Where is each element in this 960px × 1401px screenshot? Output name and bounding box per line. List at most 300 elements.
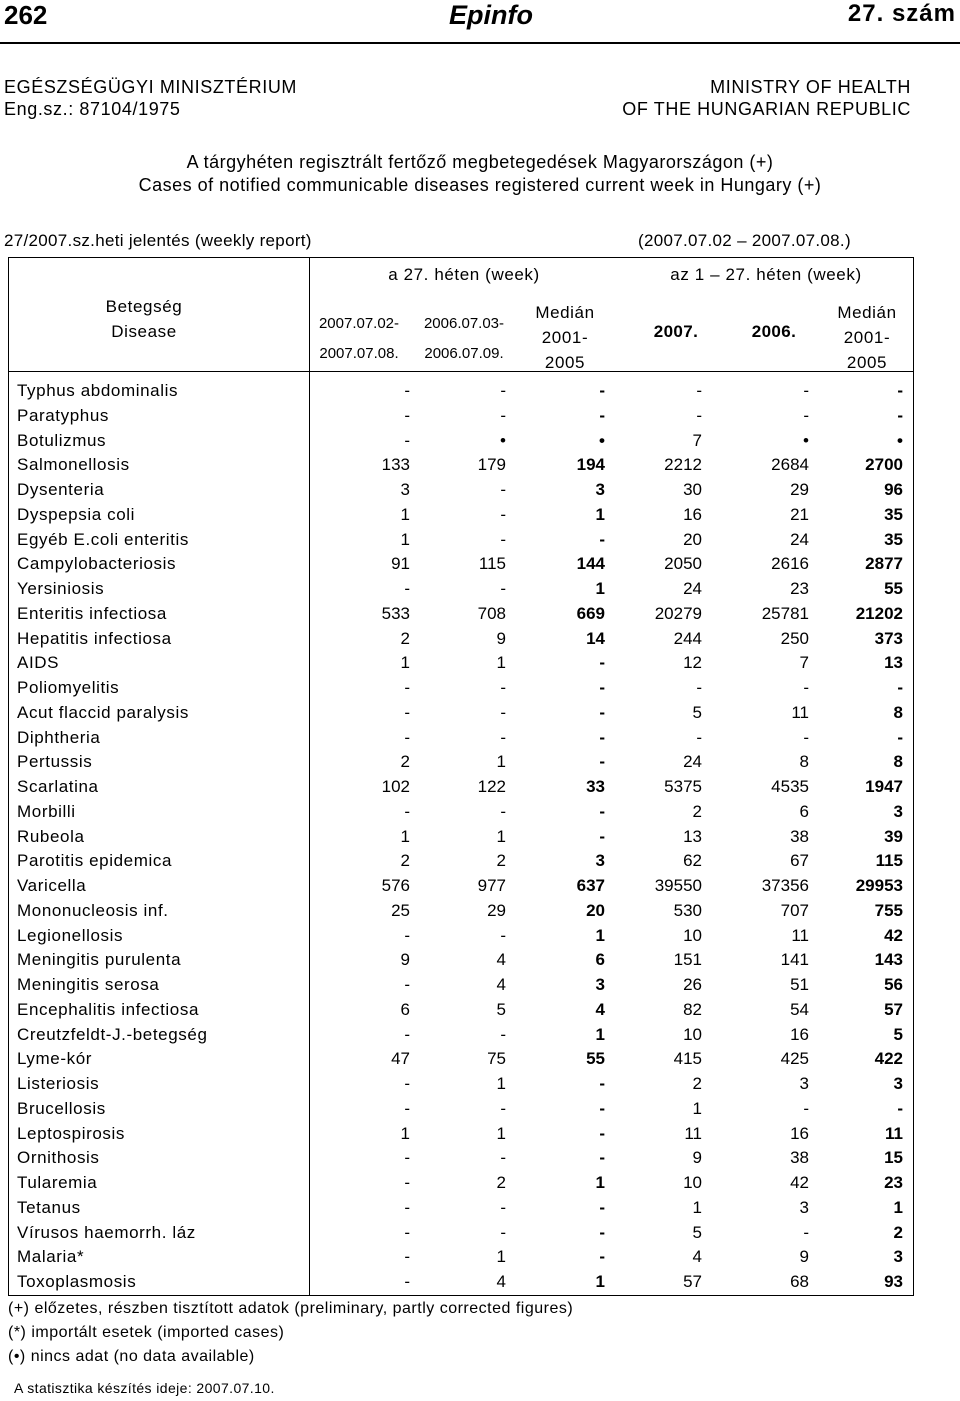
cumulative-2006-cell: 3 <box>799 1074 809 1093</box>
ministry-en-country: OF THE HUNGARIAN REPUBLIC <box>622 99 911 119</box>
year-2007-header: 2007. <box>653 322 699 341</box>
cumulative-2007-cell: 2 <box>692 1074 702 1093</box>
cumulative-median-cell: 13 <box>884 653 903 673</box>
disease-name: Malaria* <box>17 1247 85 1267</box>
table-row <box>9 1096 913 1121</box>
report-period: (2007.07.02 – 2007.07.08.) <box>638 231 851 250</box>
week-2007-cell: 102 <box>381 777 410 796</box>
week-2006-cell: 1 <box>496 752 506 772</box>
cumulative-median-cell: 29953 <box>855 876 903 895</box>
cumulative-2006-cell: 51 <box>790 975 809 994</box>
week-median-cell: 637 <box>576 876 605 895</box>
week-median-cell: 1 <box>595 925 605 945</box>
cumulative-2006-cell: 67 <box>790 851 809 871</box>
disease-name: Toxoplasmosis <box>17 1272 137 1291</box>
table-row <box>9 1022 913 1047</box>
week-2007-cell: 2 <box>400 851 410 871</box>
table-row <box>9 873 913 898</box>
date-range-2006-end: 2006.07.09. <box>424 345 504 362</box>
cumulative-median-cell: 23 <box>884 1173 903 1192</box>
week-2006-cell: 179 <box>477 455 506 475</box>
disease-name: Listeriosis <box>17 1074 100 1093</box>
cumulative-2007-cell: 10 <box>683 925 702 945</box>
week-2007-cell: - <box>404 1074 410 1093</box>
week-median-cell: 1 <box>595 1024 605 1044</box>
disease-column-header <box>69 294 219 344</box>
date-range-2006-start: 2006.07.03- <box>423 315 505 332</box>
cumulative-2006-cell: 141 <box>780 950 809 970</box>
cumulative-2006-cell: 37356 <box>761 876 809 895</box>
disease-name: Paratyphus <box>17 405 109 425</box>
cumulative-2006-cell: 21 <box>790 504 809 524</box>
disease-name: Creutzfeldt-J.-betegség <box>17 1024 208 1044</box>
week-median-cell: - <box>599 1074 605 1093</box>
cumulative-2007-cell: 530 <box>673 900 702 920</box>
cumulative-median-cell: 1947 <box>865 777 903 796</box>
table-row <box>9 774 913 799</box>
table-row <box>9 848 913 873</box>
week-median-cell: - <box>599 678 605 697</box>
cumulative-2007-cell: 39550 <box>654 876 702 895</box>
cumulative-2007-cell: 1 <box>692 1197 702 1217</box>
table-row <box>9 502 913 527</box>
disease-name: Scarlatina <box>17 777 99 796</box>
cumulative-median-cell: - <box>897 678 903 697</box>
median-years-end: 2005 <box>544 353 586 372</box>
disease-name: Dysenteria <box>17 480 105 499</box>
cumulative-2006-cell: 11 <box>791 925 809 945</box>
current-week-group-header: a 27. héten (week) <box>388 265 540 284</box>
week-2007-cell: - <box>404 405 410 425</box>
week-median-cell: - <box>599 1247 605 1267</box>
disease-table <box>8 257 914 1296</box>
cumulative-2006-cell: 8 <box>799 752 809 772</box>
cumulative-median-cell: 1 <box>893 1197 903 1217</box>
week-median-cell: 14 <box>586 628 605 648</box>
cumulative-2007-cell: 1 <box>692 1098 702 1118</box>
week-2006-cell: 122 <box>477 777 506 796</box>
week-2006-cell: 115 <box>478 554 506 574</box>
week-2006-cell: 9 <box>496 628 506 648</box>
cumulative-median-cell: - <box>897 381 903 400</box>
cumulative-median-cell: 42 <box>884 925 903 945</box>
week-2007-cell: - <box>404 381 410 400</box>
disease-name: Typhus abdominalis <box>17 381 179 400</box>
week-2007-cell: - <box>404 1272 410 1291</box>
table-row <box>9 824 913 849</box>
cumulative-median-cell: 15 <box>884 1148 903 1168</box>
week-2006-cell: 29 <box>487 900 506 920</box>
week-2006-cell: 2 <box>496 851 506 871</box>
week-2007-cell: - <box>404 975 410 994</box>
week-median-cell: 3 <box>595 480 605 499</box>
table-row <box>9 700 913 725</box>
week-median-cell: 194 <box>576 455 605 475</box>
cumulative-2006-cell: 29 <box>790 480 809 499</box>
table-row <box>9 1170 913 1195</box>
week-median-cell: 144 <box>576 554 605 574</box>
cumulative-2006-cell: 425 <box>780 1049 809 1069</box>
ministry-en-name: MINISTRY OF HEALTH <box>710 77 911 97</box>
table-row <box>9 1195 913 1220</box>
cumulative-median-cell: 5 <box>893 1024 903 1044</box>
cumulative-group-header: az 1 – 27. héten (week) <box>670 265 862 284</box>
disease-name: Legionellosis <box>17 925 124 945</box>
cumulative-2006-cell: - <box>803 381 809 400</box>
table-row <box>9 1121 913 1146</box>
cumulative-median-cell: 35 <box>884 529 903 549</box>
week-2007-cell: 3 <box>400 480 410 499</box>
cumulative-2007-cell: 2 <box>692 801 702 821</box>
week-median-cell: 55 <box>586 1049 605 1069</box>
cumulative-2006-cell: 3 <box>799 1197 809 1217</box>
cumulative-2007-cell: 2050 <box>664 554 702 574</box>
cumulative-2007-cell: 5 <box>692 1222 702 1242</box>
year-2006-header: 2006. <box>751 322 797 341</box>
week-median-cell: - <box>599 381 605 400</box>
week-2006-cell: 75 <box>487 1049 506 1069</box>
week-2006-cell: 1 <box>496 1074 506 1093</box>
cumulative-median-cell: 373 <box>874 628 903 648</box>
week-median-cell: - <box>599 1197 605 1217</box>
table-row <box>9 799 913 824</box>
table-row <box>9 551 913 576</box>
ministry-en-block <box>622 76 911 120</box>
cumulative-median-cell: • <box>897 430 903 450</box>
cumulative-median-cell: - <box>897 727 903 747</box>
disease-name: Parotitis epidemica <box>17 851 173 871</box>
cumulative-2007-cell: 24 <box>683 579 702 598</box>
week-median-cell: - <box>599 1148 605 1168</box>
table-row <box>9 527 913 552</box>
cumulative-median-cell: 11 <box>885 1123 903 1143</box>
disease-name: Hepatitis infectiosa <box>17 628 172 648</box>
header-rule <box>0 42 960 44</box>
date-range-2007-start: 2007.07.02- <box>318 315 400 332</box>
cumulative-2007-cell: 5375 <box>664 777 702 796</box>
table-row <box>9 725 913 750</box>
week-2006-cell: 4 <box>496 975 506 994</box>
week-median-cell: • <box>599 430 605 450</box>
week-median-cell: 20 <box>586 900 605 920</box>
week-median-cell: 3 <box>595 975 605 994</box>
table-row <box>9 1071 913 1096</box>
cumulative-2007-cell: - <box>696 381 702 400</box>
cumulative-2006-cell: 38 <box>790 826 809 846</box>
date-range-2007-header <box>309 309 409 369</box>
cumulative-2006-cell: 16 <box>790 1024 809 1044</box>
table-row <box>9 378 913 403</box>
footnote-preliminary: (+) előzetes, részben tisztított adatok (preliminary, partly corrected figures) <box>8 1300 574 1317</box>
footnote-imported: (*) importált esetek (imported cases) <box>8 1324 285 1341</box>
cumulative-2007-cell: 10 <box>683 1173 702 1192</box>
title-english: Cases of notified communicable diseases registered current week in Hungary (+) <box>138 175 822 195</box>
cumulative-2006-cell: 11 <box>791 702 809 722</box>
table-row <box>9 1145 913 1170</box>
ministry-hu-name: EGÉSZSÉGÜGYI MINISZTÉRIUM <box>4 77 298 97</box>
cumulative-median-cell: 55 <box>884 579 903 598</box>
cumulative-2007-cell: 2212 <box>664 455 702 475</box>
cumulative-2006-cell: 250 <box>780 628 809 648</box>
cumulative-2006-cell: • <box>803 430 809 450</box>
cumulative-median-cell: 8 <box>893 702 903 722</box>
cumulative-2007-cell: 7 <box>692 430 702 450</box>
disease-name: Salmonellosis <box>17 455 130 475</box>
week-2006-cell: - <box>500 1148 506 1168</box>
table-row <box>9 749 913 774</box>
week-2007-cell: 1 <box>400 653 410 673</box>
cumulative-2006-cell: 707 <box>780 900 809 920</box>
week-median-cell: 1 <box>595 1173 605 1192</box>
cumulative-2007-cell: - <box>696 727 702 747</box>
disease-name: Campylobacteriosis <box>17 554 177 574</box>
cumulative-median-cell: 21202 <box>855 603 903 623</box>
issue-number: 27. szám <box>847 0 956 27</box>
cumulative-2006-cell: 23 <box>790 579 809 598</box>
cumulative-2006-cell: 54 <box>790 999 809 1019</box>
date-range-2006-header <box>414 309 514 369</box>
week-2006-cell: 708 <box>477 603 506 623</box>
week-median-cell: - <box>599 529 605 549</box>
disease-name: Encephalitis infectiosa <box>17 999 200 1019</box>
week-2007-cell: - <box>404 702 410 722</box>
median-week-header <box>519 300 611 375</box>
cumulative-2006-cell: 2684 <box>771 455 809 475</box>
median-label: Medián <box>535 303 595 322</box>
cumulative-2007-cell: 26 <box>683 975 702 994</box>
week-2006-cell: - <box>500 678 506 697</box>
cumulative-median-cell: 39 <box>884 826 903 846</box>
median-years-start: 2001- <box>541 328 589 347</box>
week-median-cell: 4 <box>595 999 605 1019</box>
disease-name: Dyspepsia coli <box>17 504 136 524</box>
cumulative-median-cell: 3 <box>893 1247 903 1267</box>
table-row <box>9 601 913 626</box>
disease-name: Rubeola <box>17 826 85 846</box>
disease-name: Lyme-kór <box>17 1049 93 1069</box>
cumulative-median-cell: 57 <box>884 999 903 1019</box>
week-median-cell: - <box>599 801 605 821</box>
table-row <box>9 576 913 601</box>
week-2006-cell: - <box>500 1222 506 1242</box>
report-label: 27/2007.sz.heti jelentés (weekly report) <box>4 231 312 250</box>
median-years-start: 2001- <box>843 328 891 347</box>
week-2006-cell: - <box>500 529 506 549</box>
week-2007-cell: 6 <box>400 999 410 1019</box>
week-2006-cell: - <box>500 702 506 722</box>
week-2007-cell: - <box>404 1173 410 1192</box>
table-row <box>9 898 913 923</box>
cumulative-2006-cell: 25781 <box>761 603 809 623</box>
cumulative-2006-cell: 42 <box>790 1173 809 1192</box>
week-2007-cell: - <box>404 430 410 450</box>
cumulative-2007-cell: 12 <box>683 653 702 673</box>
week-median-cell: 3 <box>595 851 605 871</box>
disease-header-en: Disease <box>111 322 177 341</box>
table-row <box>9 1269 913 1294</box>
cumulative-2006-cell: 9 <box>799 1247 809 1267</box>
week-2007-cell: - <box>404 925 410 945</box>
cumulative-2007-cell: 62 <box>683 851 702 871</box>
disease-name: Leptospirosis <box>17 1123 125 1143</box>
disease-name: Pertussis <box>17 752 93 772</box>
cumulative-2006-cell: - <box>803 1222 809 1242</box>
week-median-cell: - <box>599 1123 605 1143</box>
cumulative-2007-cell: 244 <box>673 628 702 648</box>
week-2006-cell: • <box>500 430 506 450</box>
cumulative-median-cell: 93 <box>884 1272 903 1291</box>
cumulative-median-cell: 3 <box>893 801 903 821</box>
week-2007-cell: 533 <box>381 603 410 623</box>
week-2007-cell: 25 <box>391 900 410 920</box>
week-2006-cell: 1 <box>496 1247 506 1267</box>
table-row <box>9 403 913 428</box>
cumulative-2006-cell: - <box>803 405 809 425</box>
disease-name: AIDS <box>17 653 60 673</box>
week-2006-cell: - <box>500 381 506 400</box>
week-2007-cell: - <box>404 1024 410 1044</box>
week-median-cell: - <box>599 653 605 673</box>
cumulative-2007-cell: 82 <box>683 999 702 1019</box>
week-2007-cell: - <box>404 1247 410 1267</box>
disease-name: Meningitis purulenta <box>17 950 182 970</box>
median-label: Medián <box>837 303 897 322</box>
disease-name: Brucellosis <box>17 1098 106 1118</box>
disease-name: Tularemia <box>17 1173 98 1192</box>
cumulative-2006-cell: - <box>803 678 809 697</box>
disease-name: Diphtheria <box>17 727 101 747</box>
week-2006-cell: - <box>500 480 506 499</box>
cumulative-2006-cell: 68 <box>790 1272 809 1291</box>
table-row <box>9 452 913 477</box>
cumulative-2007-cell: - <box>696 405 702 425</box>
week-2007-cell: 1 <box>400 529 410 549</box>
week-2006-cell: 1 <box>496 826 506 846</box>
cumulative-2007-cell: - <box>696 678 702 697</box>
week-median-cell: 1 <box>595 579 605 598</box>
cumulative-median-cell: 115 <box>875 851 903 871</box>
week-2006-cell: 5 <box>496 999 506 1019</box>
cumulative-2007-cell: 24 <box>683 752 702 772</box>
week-median-cell: - <box>599 702 605 722</box>
week-median-cell: - <box>599 1098 605 1118</box>
generation-date: A statisztika készítés ideje: 2007.07.10. <box>14 1380 275 1396</box>
table-row <box>9 923 913 948</box>
cumulative-2007-cell: 16 <box>683 504 702 524</box>
cumulative-median-cell: 2 <box>893 1222 903 1242</box>
table-row <box>9 428 913 453</box>
week-2007-cell: - <box>404 678 410 697</box>
week-2006-cell: - <box>500 1024 506 1044</box>
week-2006-cell: - <box>500 1197 506 1217</box>
header-divider <box>9 371 913 372</box>
table-row <box>9 972 913 997</box>
week-2006-cell: - <box>500 727 506 747</box>
disease-name: Varicella <box>17 876 87 895</box>
week-2007-cell: 1 <box>400 1123 410 1143</box>
table-row <box>9 626 913 651</box>
week-2006-cell: 4 <box>496 1272 506 1291</box>
week-2007-cell: 576 <box>381 876 410 895</box>
cumulative-2007-cell: 20279 <box>654 603 702 623</box>
cumulative-2007-cell: 57 <box>683 1272 702 1291</box>
week-median-cell: - <box>599 405 605 425</box>
week-2007-cell: 91 <box>391 554 410 574</box>
cumulative-median-cell: 3 <box>893 1074 903 1093</box>
cumulative-2006-cell: 2616 <box>771 554 809 574</box>
table-row <box>9 947 913 972</box>
week-2007-cell: 2 <box>400 752 410 772</box>
cumulative-median-cell: 56 <box>884 975 903 994</box>
title-hungarian: A tárgyhéten regisztrált fertőző megbetegedések Magyarországon (+) <box>186 152 774 172</box>
week-2007-cell: 47 <box>391 1049 410 1069</box>
week-2006-cell: - <box>500 504 506 524</box>
disease-name: Poliomyelitis <box>17 678 120 697</box>
week-2007-cell: - <box>404 1098 410 1118</box>
cumulative-2007-cell: 4 <box>692 1247 702 1267</box>
table-row <box>9 1046 913 1071</box>
week-2006-cell: - <box>500 925 506 945</box>
week-2007-cell: 9 <box>400 950 410 970</box>
cumulative-median-cell: 35 <box>884 504 903 524</box>
week-2007-cell: 1 <box>400 826 410 846</box>
table-row <box>9 1244 913 1269</box>
week-2007-cell: 1 <box>400 504 410 524</box>
week-2007-cell: - <box>404 801 410 821</box>
ministry-hu-block <box>4 76 297 120</box>
week-2006-cell: 977 <box>477 876 506 895</box>
cumulative-2006-cell: 16 <box>790 1123 809 1143</box>
week-median-cell: 1 <box>595 1272 605 1291</box>
cumulative-2006-cell: - <box>803 727 809 747</box>
page-number: 262 <box>4 0 48 30</box>
table-row <box>9 650 913 675</box>
week-2006-cell: - <box>500 1098 506 1118</box>
week-2006-cell: 1 <box>496 1123 506 1143</box>
cumulative-2006-cell: 38 <box>790 1148 809 1168</box>
footnote-no-data: (•) nincs adat (no data available) <box>8 1348 255 1365</box>
cumulative-2007-cell: 13 <box>683 826 702 846</box>
cumulative-2007-cell: 20 <box>683 529 702 549</box>
cumulative-2007-cell: 30 <box>683 480 702 499</box>
week-median-cell: - <box>599 1222 605 1242</box>
cumulative-median-cell: 2877 <box>865 554 903 574</box>
median-years-end: 2005 <box>846 353 888 372</box>
week-2006-cell: - <box>500 801 506 821</box>
disease-name: Meningitis serosa <box>17 975 160 994</box>
cumulative-median-cell: 8 <box>893 752 903 772</box>
cumulative-median-cell: 422 <box>874 1049 903 1069</box>
week-median-cell: 669 <box>576 603 605 623</box>
week-2007-cell: 2 <box>400 628 410 648</box>
disease-name: Egyéb E.coli enteritis <box>17 529 189 549</box>
table-row <box>9 1220 913 1245</box>
week-median-cell: 1 <box>595 504 605 524</box>
disease-header-hu: Betegség <box>105 297 183 316</box>
week-2007-cell: - <box>404 1222 410 1242</box>
cumulative-2007-cell: 9 <box>692 1148 702 1168</box>
cumulative-median-cell: 2700 <box>865 455 903 475</box>
cumulative-median-cell: 143 <box>874 950 903 970</box>
week-2006-cell: - <box>500 405 506 425</box>
cumulative-2006-cell: 7 <box>799 653 809 673</box>
week-median-cell: 33 <box>586 777 605 796</box>
disease-name: Yersiniosis <box>17 579 105 598</box>
cumulative-median-cell: - <box>897 1098 903 1118</box>
disease-name: Ornithosis <box>17 1148 100 1168</box>
cumulative-median-cell: 96 <box>884 480 903 499</box>
week-2007-cell: 133 <box>381 455 410 475</box>
